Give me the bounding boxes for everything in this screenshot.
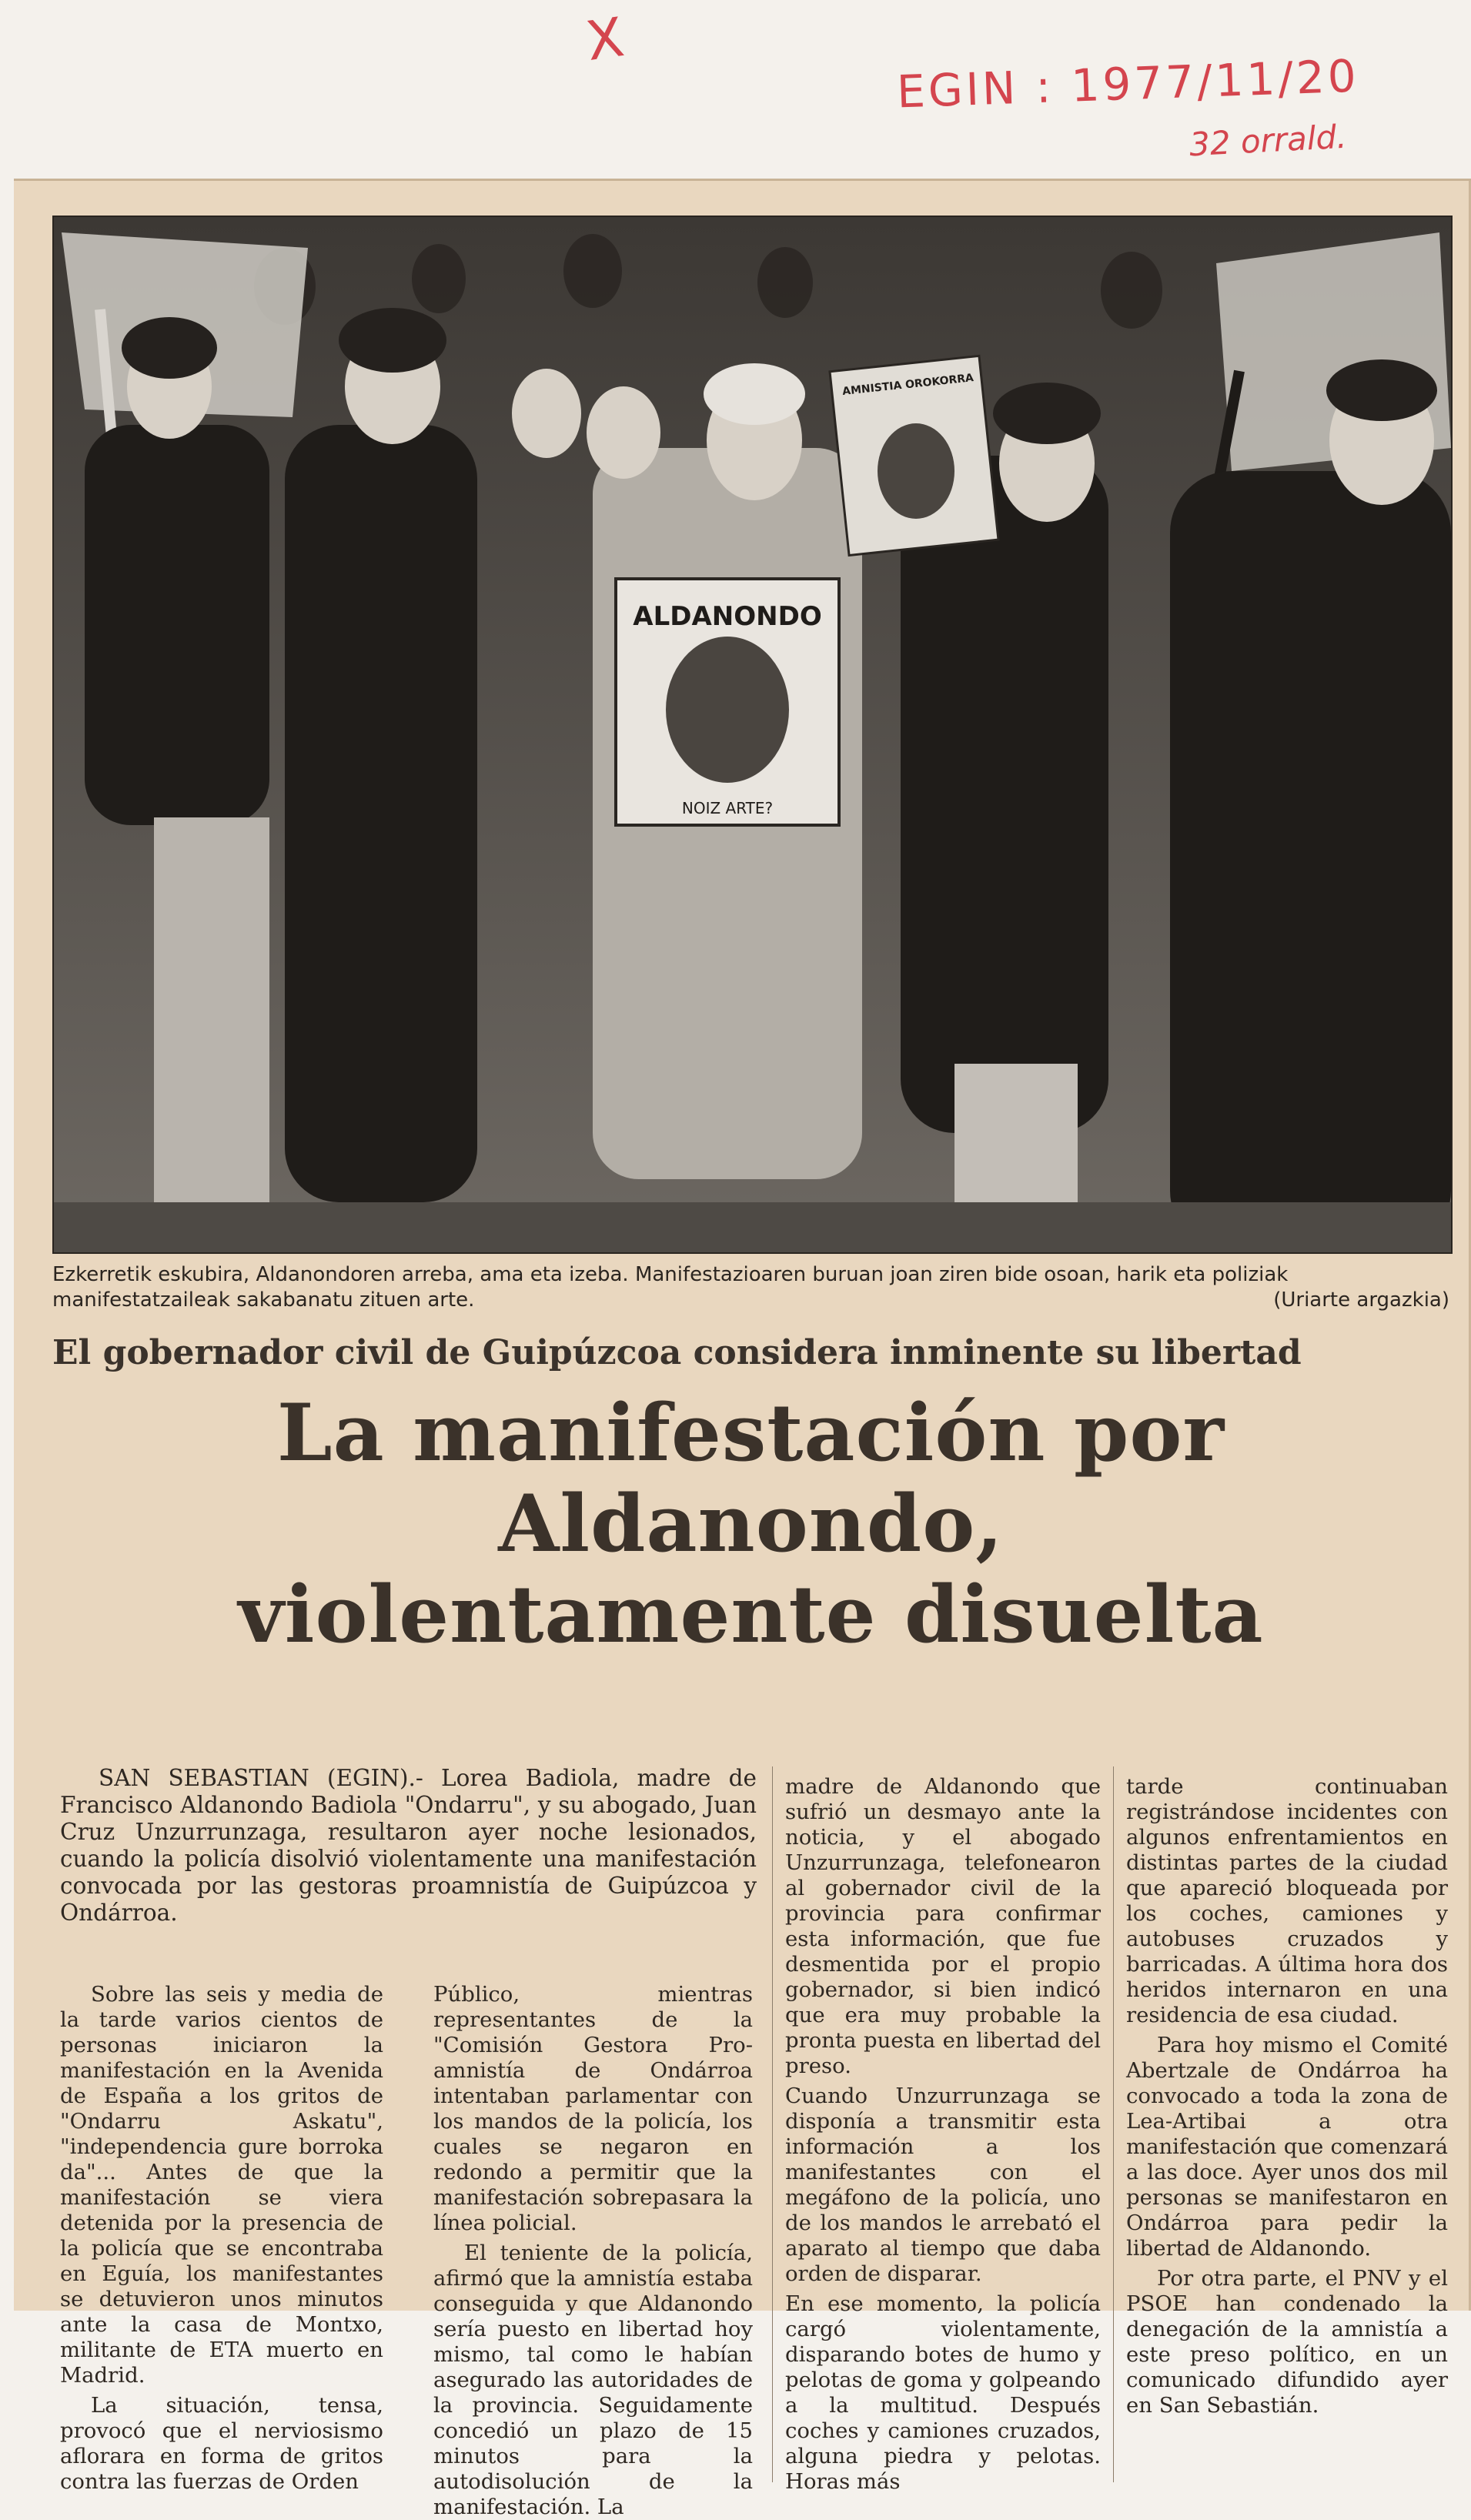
headline-line-1: La manifestación por Aldanondo, [276, 1387, 1225, 1570]
column-rule [1113, 1766, 1114, 2482]
col4-paragraph-1: tarde continuaban registrándose incidentes con algunos enfrentamientos en distintas partes de la ciudad que apareció bloqueada por los coches, camiones y autobuses cruzados y barricadas. A última hora dos heridos internaron en una residencia de esa ciudad. [1126, 1774, 1448, 2027]
article-column-1 [60, 1982, 383, 2494]
newspaper-clipping [14, 179, 1471, 2519]
article-column-3 [785, 1774, 1101, 2494]
article-column-2 [433, 1982, 753, 2519]
photo-illustration [54, 217, 1451, 1252]
col1-paragraph-2: La situación, tensa, provocó que el nerviosismo aflorara en forma de gritos contra las fuerzas de Orden [60, 2393, 383, 2494]
sign-noiz-arte-text: NOIZ ARTE? [681, 799, 774, 817]
demonstration-photo [52, 216, 1453, 1254]
article-column-4 [1126, 1774, 1448, 2490]
col3-paragraph-2: Cuando Unzurrunzaga se disponía a transmitir esta información a los manifestantes con el megáfono de la policía, uno de los mandos le arrebató el aparato al tiempo que daba orden de disparar. [785, 2084, 1101, 2286]
article-headline [45, 1388, 1457, 1660]
col2-paragraph-1: Público, mientras representantes de la "Comisión Gestora Pro-amnistía de Ondárroa intentaban parlamentar con los mandos de la policía, los cuales se negaron en redondo a permitir que la manifestación sobrepasara la línea policial. [433, 1982, 753, 2235]
photo-credit: (Uriarte argazkia) [1273, 1288, 1449, 1312]
photo-caption [52, 1262, 1449, 1313]
column-rule [772, 1766, 773, 2482]
article-kicker: El gobernador civil de Guipúzcoa considera inminente su libertad [52, 1333, 1302, 1372]
col4-paragraph-2: Para hoy mismo el Comité Abertzale de Ondárroa ha convocado a toda la zona de Lea-Artibai a otra manifestación que comenzará a las doce. Ayer unos dos mil personas se manifestaron en Ondárroa para pedir la libertad de Aldanondo. [1126, 2033, 1448, 2261]
col4-paragraph-3: Por otra parte, el PNV y el PSOE han condenado la denegación de la amnistía a este preso político, en un comunicado difundido ayer en San Sebastián. [1126, 2266, 1448, 2418]
caption-text: Ezkerretik eskubira, Aldanondoren arreba, ama eta izeba. Manifestazioaren buruan joan ziren bide osoan, harik eta poliziak manifestatzaileak sakabanatu zituen arte. [52, 1263, 1289, 1312]
col3-paragraph-1: madre de Aldanondo que sufrió un desmayo ante la noticia, y el abogado Unzurrunzaga, telefonearon al gobernador civil de la provincia para confirmar esta información, que fue desmentida por el propio gobernador, si bien indicó que era muy probable la pronta puesta en libertad del preso. [785, 1774, 1101, 2078]
article-lead: SAN SEBASTIAN (EGIN).- Lorea Badiola, madre de Francisco Aldanondo Badiola "Ondarru", y su abogado, Juan Cruz Unzurrunzaga, resultaron ayer noche lesionados, cuando la policía disolvió violentamente una manifestación convocada por las gestoras proamnistía de Guipúzcoa y Ondárroa. [60, 1765, 757, 1926]
col1-paragraph-1: Sobre las seis y media de la tarde varios cientos de personas iniciaron la manifestación en la Avenida de España a los gritos de "Ondarru Askatu", "independencia gure borroka da"... Antes de que la manifestación se viera detenida por la presencia de la policía que se encontraba en Eguía, los manifestantes se detuvieron unos minutos ante la casa de Montxo, militante de ETA muerto en Madrid. [60, 1982, 383, 2388]
sign-amnistia-text: AMNISTIA OROKORRA [841, 372, 975, 398]
col3-paragraph-3: En ese momento, la policía cargó violentamente, disparando botes de humo y pelotas de goma y golpeando a la multitud. Después coches y camiones cruzados, alguna piedra y pelotas. Horas más [785, 2291, 1101, 2494]
col2-paragraph-2: El teniente de la policía, afirmó que la amnistía estaba conseguida y que Aldanondo sería puesto en libertad hoy mismo, tal como le habían asegurado las autoridades de la provincia. Seguidamente concedió un plazo de 15 minutos para la autodisolución de la manifestación. La [433, 2241, 753, 2519]
handwritten-source-date: EGIN : 1977/11/20 [895, 49, 1360, 119]
handwritten-page-note: 32 orrald. [1188, 117, 1348, 164]
headline-line-2: violentamente disuelta [238, 1569, 1264, 1661]
handwritten-x-mark: X [582, 5, 628, 73]
sign-aldanondo-text: ALDANONDO [633, 601, 822, 632]
